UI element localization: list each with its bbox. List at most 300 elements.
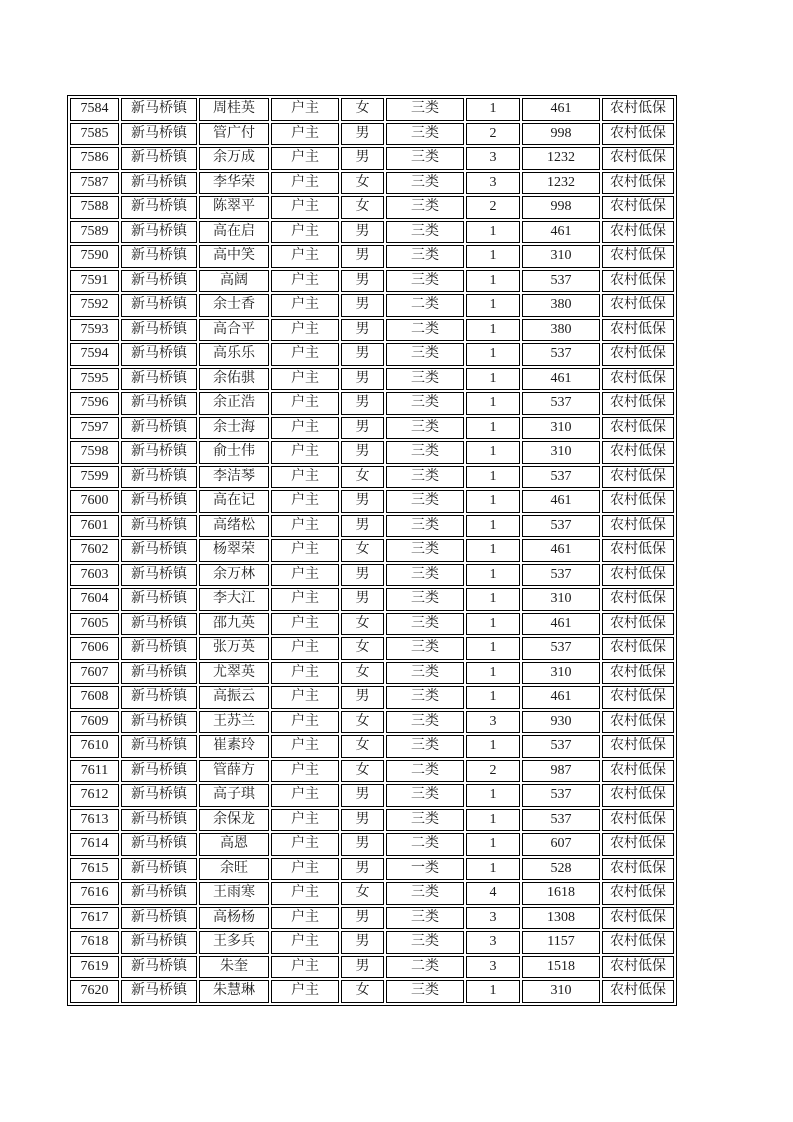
cell-category: 三类	[386, 417, 464, 440]
cell-amount: 537	[522, 515, 600, 538]
cell-name: 余万林	[199, 564, 269, 587]
cell-serial-number: 7615	[70, 858, 119, 881]
cell-amount: 537	[522, 735, 600, 758]
cell-name: 高杨杨	[199, 907, 269, 930]
cell-person-count: 1	[466, 490, 520, 513]
cell-name: 高中笑	[199, 245, 269, 268]
cell-category: 三类	[386, 686, 464, 709]
cell-amount: 1232	[522, 147, 600, 170]
cell-serial-number: 7612	[70, 784, 119, 807]
cell-amount: 461	[522, 613, 600, 636]
cell-name: 崔素玲	[199, 735, 269, 758]
cell-person-count: 1	[466, 319, 520, 342]
cell-amount: 380	[522, 319, 600, 342]
cell-gender: 男	[341, 809, 384, 832]
cell-gender: 男	[341, 417, 384, 440]
cell-gender: 男	[341, 858, 384, 881]
cell-town: 新马桥镇	[121, 809, 197, 832]
cell-person-count: 1	[466, 613, 520, 636]
table-row	[70, 98, 674, 121]
cell-name: 周桂英	[199, 98, 269, 121]
cell-assistance-type: 农村低保	[602, 490, 674, 513]
cell-amount: 537	[522, 809, 600, 832]
cell-gender: 男	[341, 564, 384, 587]
cell-serial-number: 7601	[70, 515, 119, 538]
cell-town: 新马桥镇	[121, 711, 197, 734]
cell-name: 高合平	[199, 319, 269, 342]
table-row	[70, 711, 674, 734]
cell-serial-number: 7593	[70, 319, 119, 342]
cell-gender: 男	[341, 123, 384, 146]
cell-serial-number: 7614	[70, 833, 119, 856]
cell-gender: 男	[341, 270, 384, 293]
cell-relation: 户主	[271, 809, 339, 832]
cell-person-count: 1	[466, 98, 520, 121]
cell-relation: 户主	[271, 931, 339, 954]
cell-amount: 537	[522, 343, 600, 366]
cell-town: 新马桥镇	[121, 441, 197, 464]
cell-amount: 310	[522, 417, 600, 440]
cell-assistance-type: 农村低保	[602, 735, 674, 758]
cell-assistance-type: 农村低保	[602, 221, 674, 244]
cell-relation: 户主	[271, 637, 339, 660]
cell-relation: 户主	[271, 613, 339, 636]
cell-person-count: 3	[466, 147, 520, 170]
cell-category: 二类	[386, 760, 464, 783]
table-row	[70, 417, 674, 440]
cell-town: 新马桥镇	[121, 931, 197, 954]
cell-amount: 461	[522, 490, 600, 513]
cell-serial-number: 7606	[70, 637, 119, 660]
cell-serial-number: 7596	[70, 392, 119, 415]
cell-assistance-type: 农村低保	[602, 711, 674, 734]
cell-gender: 男	[341, 784, 384, 807]
table-row	[70, 882, 674, 905]
table-row	[70, 686, 674, 709]
cell-serial-number: 7598	[70, 441, 119, 464]
cell-category: 三类	[386, 441, 464, 464]
cell-name: 张万英	[199, 637, 269, 660]
cell-category: 三类	[386, 539, 464, 562]
cell-serial-number: 7613	[70, 809, 119, 832]
cell-category: 三类	[386, 980, 464, 1003]
cell-category: 三类	[386, 221, 464, 244]
table-row	[70, 221, 674, 244]
cell-relation: 户主	[271, 760, 339, 783]
cell-category: 三类	[386, 196, 464, 219]
table-row	[70, 245, 674, 268]
cell-category: 三类	[386, 343, 464, 366]
cell-category: 三类	[386, 270, 464, 293]
cell-gender: 女	[341, 196, 384, 219]
cell-relation: 户主	[271, 662, 339, 685]
cell-assistance-type: 农村低保	[602, 172, 674, 195]
cell-name: 李洁琴	[199, 466, 269, 489]
cell-gender: 男	[341, 441, 384, 464]
cell-relation: 户主	[271, 588, 339, 611]
cell-relation: 户主	[271, 343, 339, 366]
cell-name: 尤翠英	[199, 662, 269, 685]
cell-assistance-type: 农村低保	[602, 441, 674, 464]
cell-assistance-type: 农村低保	[602, 613, 674, 636]
cell-name: 邵九英	[199, 613, 269, 636]
cell-relation: 户主	[271, 270, 339, 293]
cell-name: 余正浩	[199, 392, 269, 415]
cell-assistance-type: 农村低保	[602, 931, 674, 954]
cell-relation: 户主	[271, 490, 339, 513]
cell-assistance-type: 农村低保	[602, 368, 674, 391]
cell-name: 俞士伟	[199, 441, 269, 464]
cell-person-count: 1	[466, 245, 520, 268]
cell-name: 高子琪	[199, 784, 269, 807]
cell-person-count: 3	[466, 711, 520, 734]
cell-name: 王雨寒	[199, 882, 269, 905]
cell-category: 三类	[386, 515, 464, 538]
cell-amount: 537	[522, 784, 600, 807]
cell-serial-number: 7586	[70, 147, 119, 170]
cell-amount: 930	[522, 711, 600, 734]
table-row	[70, 441, 674, 464]
table-row	[70, 368, 674, 391]
cell-category: 三类	[386, 490, 464, 513]
cell-town: 新马桥镇	[121, 637, 197, 660]
table-row	[70, 784, 674, 807]
cell-relation: 户主	[271, 147, 339, 170]
cell-relation: 户主	[271, 441, 339, 464]
cell-relation: 户主	[271, 368, 339, 391]
cell-name: 余保龙	[199, 809, 269, 832]
cell-assistance-type: 农村低保	[602, 784, 674, 807]
cell-assistance-type: 农村低保	[602, 270, 674, 293]
cell-amount: 310	[522, 662, 600, 685]
cell-gender: 女	[341, 711, 384, 734]
cell-person-count: 1	[466, 270, 520, 293]
cell-assistance-type: 农村低保	[602, 417, 674, 440]
cell-person-count: 1	[466, 980, 520, 1003]
table-row	[70, 907, 674, 930]
cell-person-count: 1	[466, 588, 520, 611]
cell-relation: 户主	[271, 245, 339, 268]
cell-amount: 1308	[522, 907, 600, 930]
cell-amount: 537	[522, 392, 600, 415]
cell-person-count: 4	[466, 882, 520, 905]
cell-assistance-type: 农村低保	[602, 662, 674, 685]
cell-relation: 户主	[271, 98, 339, 121]
cell-name: 李华荣	[199, 172, 269, 195]
cell-town: 新马桥镇	[121, 98, 197, 121]
cell-town: 新马桥镇	[121, 539, 197, 562]
cell-person-count: 1	[466, 221, 520, 244]
cell-relation: 户主	[271, 417, 339, 440]
cell-town: 新马桥镇	[121, 907, 197, 930]
cell-assistance-type: 农村低保	[602, 686, 674, 709]
cell-person-count: 3	[466, 907, 520, 930]
cell-town: 新马桥镇	[121, 319, 197, 342]
cell-serial-number: 7588	[70, 196, 119, 219]
cell-relation: 户主	[271, 319, 339, 342]
cell-assistance-type: 农村低保	[602, 809, 674, 832]
welfare-records-table	[67, 95, 677, 1006]
cell-assistance-type: 农村低保	[602, 294, 674, 317]
cell-name: 朱奎	[199, 956, 269, 979]
cell-relation: 户主	[271, 564, 339, 587]
cell-name: 王苏兰	[199, 711, 269, 734]
cell-town: 新马桥镇	[121, 760, 197, 783]
cell-assistance-type: 农村低保	[602, 319, 674, 342]
cell-serial-number: 7611	[70, 760, 119, 783]
cell-person-count: 1	[466, 343, 520, 366]
cell-gender: 男	[341, 931, 384, 954]
cell-relation: 户主	[271, 515, 339, 538]
cell-amount: 380	[522, 294, 600, 317]
cell-serial-number: 7584	[70, 98, 119, 121]
cell-serial-number: 7597	[70, 417, 119, 440]
cell-person-count: 2	[466, 123, 520, 146]
cell-name: 陈翠平	[199, 196, 269, 219]
cell-gender: 男	[341, 833, 384, 856]
cell-name: 高振云	[199, 686, 269, 709]
cell-name: 余旺	[199, 858, 269, 881]
cell-relation: 户主	[271, 907, 339, 930]
cell-person-count: 1	[466, 368, 520, 391]
cell-person-count: 1	[466, 809, 520, 832]
cell-gender: 男	[341, 343, 384, 366]
cell-category: 三类	[386, 564, 464, 587]
cell-assistance-type: 农村低保	[602, 882, 674, 905]
cell-category: 二类	[386, 319, 464, 342]
cell-gender: 女	[341, 760, 384, 783]
cell-relation: 户主	[271, 466, 339, 489]
cell-town: 新马桥镇	[121, 417, 197, 440]
table-row	[70, 931, 674, 954]
cell-gender: 男	[341, 221, 384, 244]
table-row	[70, 147, 674, 170]
cell-person-count: 1	[466, 441, 520, 464]
cell-category: 三类	[386, 172, 464, 195]
cell-serial-number: 7617	[70, 907, 119, 930]
cell-category: 二类	[386, 294, 464, 317]
cell-serial-number: 7590	[70, 245, 119, 268]
cell-relation: 户主	[271, 196, 339, 219]
cell-town: 新马桥镇	[121, 735, 197, 758]
cell-amount: 607	[522, 833, 600, 856]
cell-amount: 310	[522, 441, 600, 464]
cell-gender: 女	[341, 466, 384, 489]
cell-name: 余士海	[199, 417, 269, 440]
cell-amount: 1232	[522, 172, 600, 195]
cell-town: 新马桥镇	[121, 392, 197, 415]
cell-gender: 女	[341, 980, 384, 1003]
cell-category: 三类	[386, 735, 464, 758]
cell-amount: 537	[522, 466, 600, 489]
cell-gender: 男	[341, 515, 384, 538]
cell-name: 余万成	[199, 147, 269, 170]
cell-assistance-type: 农村低保	[602, 196, 674, 219]
cell-amount: 537	[522, 270, 600, 293]
cell-person-count: 3	[466, 172, 520, 195]
cell-category: 三类	[386, 809, 464, 832]
cell-gender: 男	[341, 245, 384, 268]
cell-town: 新马桥镇	[121, 196, 197, 219]
cell-amount: 310	[522, 980, 600, 1003]
cell-category: 二类	[386, 956, 464, 979]
cell-name: 朱慧琳	[199, 980, 269, 1003]
cell-amount: 528	[522, 858, 600, 881]
cell-relation: 户主	[271, 711, 339, 734]
cell-amount: 461	[522, 368, 600, 391]
cell-amount: 987	[522, 760, 600, 783]
cell-person-count: 1	[466, 833, 520, 856]
cell-serial-number: 7620	[70, 980, 119, 1003]
cell-relation: 户主	[271, 123, 339, 146]
cell-amount: 1618	[522, 882, 600, 905]
cell-town: 新马桥镇	[121, 245, 197, 268]
cell-person-count: 1	[466, 392, 520, 415]
cell-gender: 男	[341, 368, 384, 391]
cell-assistance-type: 农村低保	[602, 515, 674, 538]
cell-town: 新马桥镇	[121, 588, 197, 611]
cell-town: 新马桥镇	[121, 490, 197, 513]
cell-serial-number: 7587	[70, 172, 119, 195]
cell-relation: 户主	[271, 221, 339, 244]
cell-person-count: 1	[466, 564, 520, 587]
cell-gender: 男	[341, 392, 384, 415]
cell-category: 三类	[386, 882, 464, 905]
cell-relation: 户主	[271, 784, 339, 807]
cell-gender: 女	[341, 637, 384, 660]
cell-relation: 户主	[271, 539, 339, 562]
cell-town: 新马桥镇	[121, 564, 197, 587]
cell-name: 高在记	[199, 490, 269, 513]
cell-assistance-type: 农村低保	[602, 907, 674, 930]
cell-category: 三类	[386, 466, 464, 489]
cell-assistance-type: 农村低保	[602, 98, 674, 121]
cell-town: 新马桥镇	[121, 858, 197, 881]
cell-town: 新马桥镇	[121, 980, 197, 1003]
cell-person-count: 3	[466, 956, 520, 979]
cell-amount: 461	[522, 98, 600, 121]
cell-category: 三类	[386, 588, 464, 611]
cell-amount: 461	[522, 686, 600, 709]
cell-gender: 男	[341, 490, 384, 513]
cell-category: 三类	[386, 637, 464, 660]
cell-category: 三类	[386, 931, 464, 954]
cell-serial-number: 7608	[70, 686, 119, 709]
cell-assistance-type: 农村低保	[602, 956, 674, 979]
table-row	[70, 392, 674, 415]
cell-relation: 户主	[271, 833, 339, 856]
cell-person-count: 2	[466, 760, 520, 783]
cell-serial-number: 7600	[70, 490, 119, 513]
cell-name: 李大江	[199, 588, 269, 611]
cell-person-count: 1	[466, 294, 520, 317]
cell-serial-number: 7592	[70, 294, 119, 317]
cell-gender: 男	[341, 319, 384, 342]
cell-town: 新马桥镇	[121, 662, 197, 685]
cell-category: 三类	[386, 147, 464, 170]
cell-serial-number: 7604	[70, 588, 119, 611]
cell-relation: 户主	[271, 735, 339, 758]
table-row	[70, 294, 674, 317]
cell-assistance-type: 农村低保	[602, 245, 674, 268]
cell-amount: 537	[522, 564, 600, 587]
cell-name: 高乐乐	[199, 343, 269, 366]
cell-assistance-type: 农村低保	[602, 760, 674, 783]
cell-assistance-type: 农村低保	[602, 637, 674, 660]
cell-name: 高阔	[199, 270, 269, 293]
cell-serial-number: 7589	[70, 221, 119, 244]
cell-gender: 男	[341, 147, 384, 170]
cell-person-count: 1	[466, 662, 520, 685]
table-row	[70, 564, 674, 587]
cell-category: 三类	[386, 907, 464, 930]
cell-gender: 女	[341, 882, 384, 905]
cell-relation: 户主	[271, 392, 339, 415]
cell-category: 三类	[386, 711, 464, 734]
cell-category: 三类	[386, 613, 464, 636]
cell-amount: 461	[522, 539, 600, 562]
cell-serial-number: 7609	[70, 711, 119, 734]
cell-serial-number: 7595	[70, 368, 119, 391]
cell-gender: 女	[341, 172, 384, 195]
cell-serial-number: 7607	[70, 662, 119, 685]
cell-category: 三类	[386, 662, 464, 685]
cell-assistance-type: 农村低保	[602, 858, 674, 881]
cell-serial-number: 7616	[70, 882, 119, 905]
table-row	[70, 760, 674, 783]
cell-town: 新马桥镇	[121, 466, 197, 489]
cell-category: 三类	[386, 392, 464, 415]
cell-person-count: 1	[466, 858, 520, 881]
cell-name: 管广付	[199, 123, 269, 146]
cell-relation: 户主	[271, 980, 339, 1003]
cell-assistance-type: 农村低保	[602, 123, 674, 146]
cell-person-count: 1	[466, 686, 520, 709]
cell-person-count: 1	[466, 466, 520, 489]
cell-serial-number: 7610	[70, 735, 119, 758]
cell-person-count: 3	[466, 931, 520, 954]
cell-assistance-type: 农村低保	[602, 980, 674, 1003]
cell-assistance-type: 农村低保	[602, 147, 674, 170]
table-row	[70, 956, 674, 979]
cell-town: 新马桥镇	[121, 172, 197, 195]
cell-assistance-type: 农村低保	[602, 564, 674, 587]
cell-gender: 女	[341, 98, 384, 121]
cell-name: 余佑骐	[199, 368, 269, 391]
cell-town: 新马桥镇	[121, 270, 197, 293]
cell-town: 新马桥镇	[121, 123, 197, 146]
cell-person-count: 2	[466, 196, 520, 219]
table-row	[70, 588, 674, 611]
cell-town: 新马桥镇	[121, 686, 197, 709]
cell-town: 新马桥镇	[121, 956, 197, 979]
cell-relation: 户主	[271, 686, 339, 709]
cell-town: 新马桥镇	[121, 221, 197, 244]
cell-serial-number: 7594	[70, 343, 119, 366]
cell-assistance-type: 农村低保	[602, 833, 674, 856]
cell-category: 三类	[386, 123, 464, 146]
cell-serial-number: 7602	[70, 539, 119, 562]
cell-person-count: 1	[466, 539, 520, 562]
cell-town: 新马桥镇	[121, 882, 197, 905]
cell-town: 新马桥镇	[121, 294, 197, 317]
cell-amount: 998	[522, 196, 600, 219]
cell-town: 新马桥镇	[121, 147, 197, 170]
cell-assistance-type: 农村低保	[602, 343, 674, 366]
cell-town: 新马桥镇	[121, 343, 197, 366]
cell-name: 管薛方	[199, 760, 269, 783]
table-row	[70, 809, 674, 832]
